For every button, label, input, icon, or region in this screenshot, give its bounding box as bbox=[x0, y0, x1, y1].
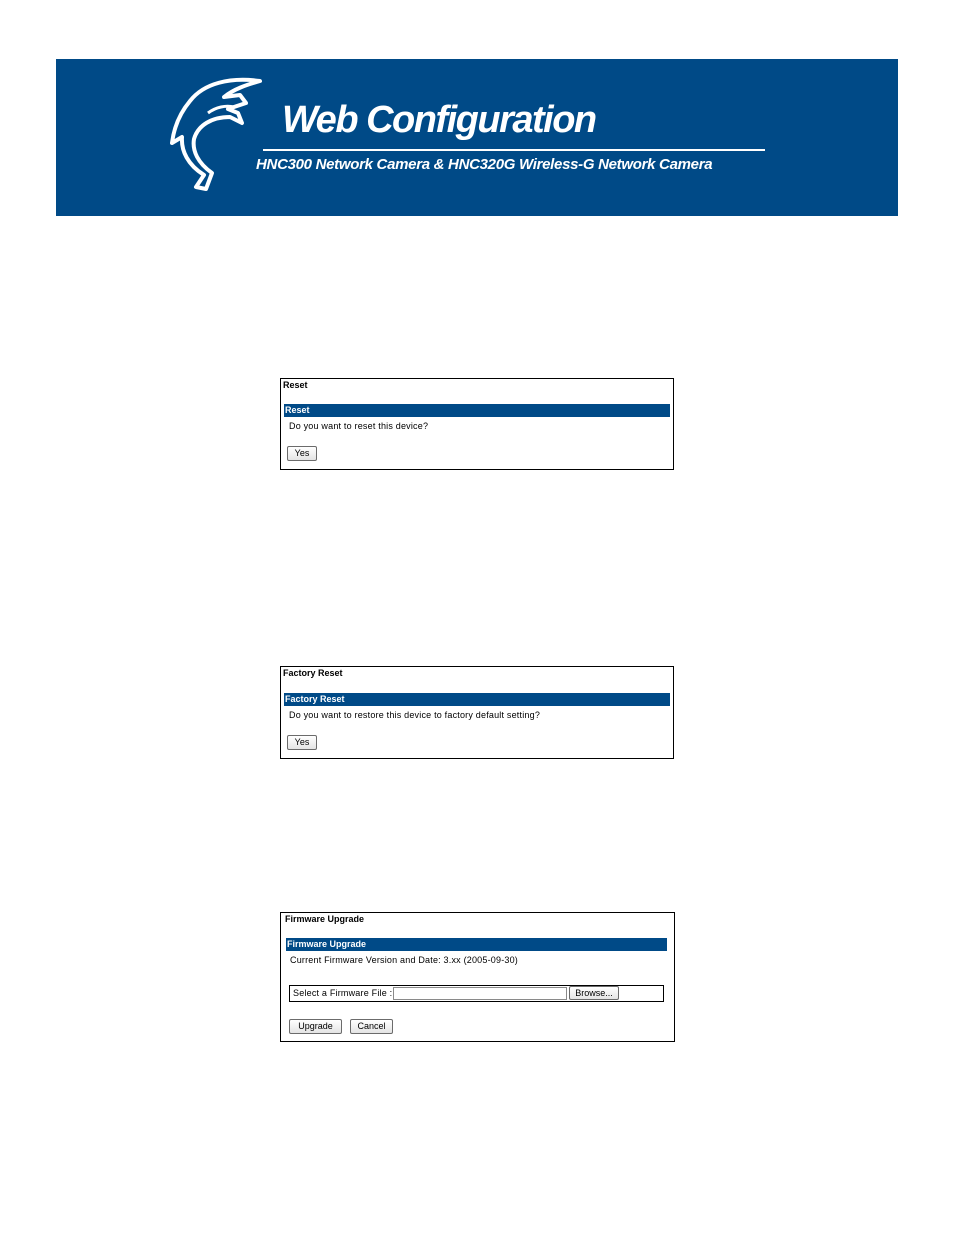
header-banner bbox=[56, 59, 898, 216]
reset-panel-title: Reset bbox=[283, 380, 308, 390]
firmware-upgrade-panel-title: Firmware Upgrade bbox=[285, 914, 365, 924]
reset-section-header: Reset bbox=[284, 404, 670, 417]
factory-reset-yes-button[interactable]: Yes bbox=[287, 735, 317, 750]
banner-divider bbox=[263, 149, 765, 151]
banner-subtitle: HNC300 Network Camera & HNC320G Wireless-G Network Camera bbox=[256, 156, 713, 173]
firmware-file-label: Select a Firmware File : bbox=[293, 988, 393, 998]
banner-title: Web Configuration bbox=[282, 99, 596, 141]
factory-reset-panel-title: Factory Reset bbox=[283, 668, 343, 678]
reset-panel bbox=[280, 378, 674, 470]
browse-button[interactable]: Browse... bbox=[569, 986, 619, 1000]
reset-yes-button[interactable]: Yes bbox=[287, 446, 317, 461]
factory-reset-panel bbox=[280, 666, 674, 759]
eagle-head-icon bbox=[168, 73, 264, 191]
firmware-upgrade-panel bbox=[280, 912, 675, 1042]
firmware-file-input[interactable] bbox=[393, 987, 567, 1000]
firmware-file-row bbox=[289, 985, 664, 1002]
current-firmware-version: Current Firmware Version and Date: 3.xx (2005-09-30) bbox=[290, 955, 518, 965]
firmware-upgrade-section-header: Firmware Upgrade bbox=[286, 938, 667, 951]
factory-reset-message: Do you want to restore this device to factory default setting? bbox=[289, 710, 541, 720]
cancel-button[interactable]: Cancel bbox=[350, 1019, 393, 1034]
reset-message: Do you want to reset this device? bbox=[289, 421, 429, 431]
upgrade-button[interactable]: Upgrade bbox=[289, 1019, 342, 1034]
factory-reset-section-header: Factory Reset bbox=[284, 693, 670, 706]
